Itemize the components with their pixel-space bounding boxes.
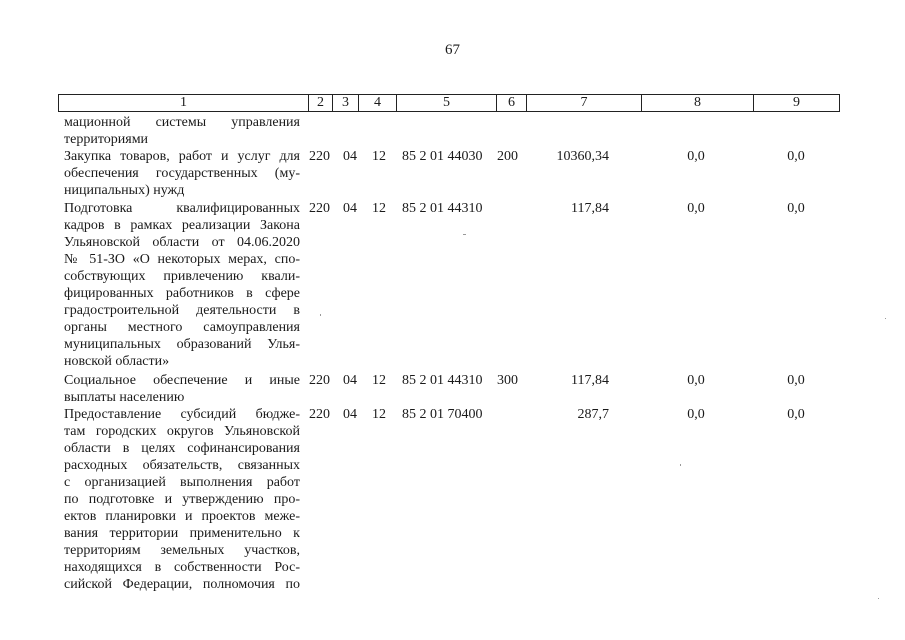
cell-col-4: 12 (372, 149, 386, 164)
row-text-line: области в целях софинансирования (64, 441, 300, 456)
row-text-line: выплаты населению (64, 390, 185, 405)
cell-col-8: 0,0 (687, 373, 705, 388)
scan-speck (878, 598, 879, 599)
table-row (64, 114, 300, 148)
row-text-line: с организацией выполнения работ (64, 475, 300, 490)
cell-col-8: 0,0 (687, 149, 705, 164)
cell-col-7: 287,7 (577, 407, 609, 422)
cell-col-2: 220 (309, 149, 330, 164)
cell-col-7: 10360,34 (556, 149, 609, 164)
cell-col-2: 220 (309, 201, 330, 216)
table-header-row (58, 94, 840, 112)
row-text-line: органы местного самоуправления (64, 320, 300, 335)
header-col-1: 1 (180, 95, 187, 110)
row-text-line: градостроительной деятельности в (64, 303, 300, 318)
row-text-line: обеспечения государственных (му- (64, 166, 300, 181)
table-row (64, 148, 300, 199)
row-text-line: Закупка товаров, работ и услуг для (64, 149, 300, 164)
header-col-7: 7 (526, 95, 641, 111)
row-text-line: № 51-ЗО «О некоторых мерах, спо- (64, 252, 300, 267)
cell-col-7: 117,84 (571, 373, 609, 388)
row-text-line: Подготовка квалифицированных (64, 201, 300, 216)
row-text-line: новской области» (64, 354, 170, 369)
cell-col-7: 117,84 (571, 201, 609, 216)
cell-col-9: 0,0 (787, 373, 805, 388)
table-row (64, 406, 300, 593)
cell-col-4: 12 (372, 373, 386, 388)
scan-speck (463, 234, 466, 235)
row-text-line: по подготовке и утверждению про- (64, 492, 300, 507)
cell-col-5: 85 2 01 44030 (402, 149, 483, 164)
row-text-line: Социальное обеспечение и иные (64, 373, 300, 388)
cell-col-4: 12 (372, 407, 386, 422)
row-text-line: территориями (64, 132, 149, 147)
row-text-line: находящихся в собственности Рос- (64, 560, 300, 575)
cell-col-6: 200 (497, 149, 518, 164)
header-col-5: 5 (396, 95, 496, 111)
header-col-9: 9 (753, 95, 839, 111)
cell-col-8: 0,0 (687, 201, 705, 216)
header-col-2: 2 (308, 95, 332, 111)
row-text-line: кадров в рамках реализации Закона (64, 218, 300, 233)
row-text-line: там городских округов Ульяновской (64, 424, 300, 439)
cell-col-5: 85 2 01 70400 (402, 407, 483, 422)
cell-col-4: 12 (372, 201, 386, 216)
row-text-line: расходных обязательств, связанных (64, 458, 300, 473)
cell-col-5: 85 2 01 44310 (402, 373, 483, 388)
table-row (64, 200, 300, 370)
header-col-6: 6 (496, 95, 526, 111)
cell-col-2: 220 (309, 373, 330, 388)
cell-col-3: 04 (343, 149, 357, 164)
cell-col-3: 04 (343, 373, 357, 388)
row-text-line: фицированных работников в сфере (64, 286, 300, 301)
row-text-line: ектов планировки и проектов меже- (64, 509, 300, 524)
cell-col-8: 0,0 (687, 407, 705, 422)
cell-col-6: 300 (497, 373, 518, 388)
row-text-line: сийской Федерации, полномочия по (64, 577, 300, 592)
table-row (64, 372, 300, 406)
cell-col-2: 220 (309, 407, 330, 422)
header-col-8: 8 (641, 95, 753, 111)
scan-speck (885, 318, 886, 319)
cell-col-3: 04 (343, 201, 357, 216)
cell-col-9: 0,0 (787, 407, 805, 422)
header-col-3: 3 (332, 95, 358, 111)
row-text-line: Предоставление субсидий бюдже- (64, 407, 300, 422)
row-text-line: мационной системы управления (64, 115, 300, 130)
row-text-line: ниципальных) нужд (64, 183, 185, 198)
page-number: 67 (445, 42, 460, 58)
scan-speck (680, 464, 681, 466)
row-text-line: территориям земельных участков, (64, 543, 300, 558)
row-text-line: Ульяновской области от 04.06.2020 (64, 235, 300, 250)
cell-col-3: 04 (343, 407, 357, 422)
cell-col-9: 0,0 (787, 201, 805, 216)
cell-col-9: 0,0 (787, 149, 805, 164)
row-text-line: муниципальных образований Улья- (64, 337, 300, 352)
scan-speck (320, 314, 321, 316)
row-text-line: собствующих привлечению квали- (64, 269, 300, 284)
row-text-line: вания территории применительно к (64, 526, 300, 541)
header-col-4: 4 (358, 95, 396, 111)
cell-col-5: 85 2 01 44310 (402, 201, 483, 216)
